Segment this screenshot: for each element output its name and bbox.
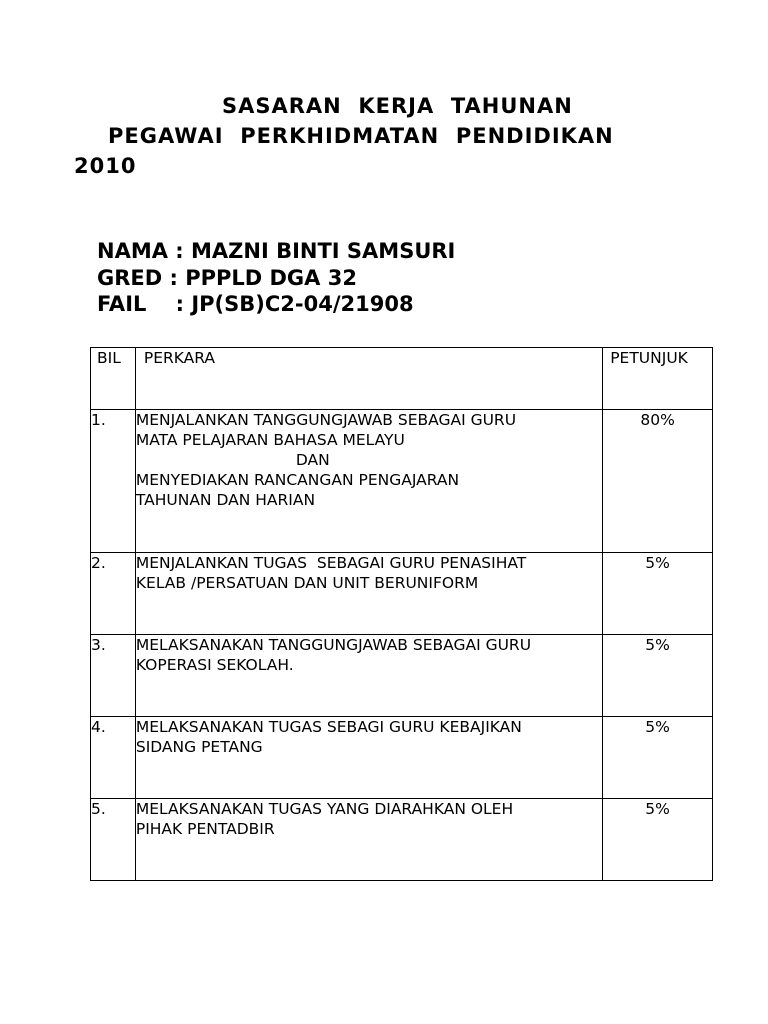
table-row [91,799,713,881]
row-petunjuk: 80% [603,410,713,553]
row-petunjuk: 5% [603,799,713,881]
row-perkara [135,410,602,553]
row-perkara [135,717,602,799]
perkara-line: MELAKSANAKAN TUGAS YANG DIARAHKAN OLEH [135,800,514,818]
info-nama: NAMA : MAZNI BINTI SAMSURI [97,239,456,263]
table-row [91,553,713,635]
perkara-line: MENJALANKAN TUGAS SEBAGAI GURU PENASIHAT [135,554,527,572]
row-bil: 4. [91,717,136,799]
header-petunjuk: PETUNJUK [603,348,713,410]
row-bil: 3. [91,635,136,717]
perkara-line: PIHAK PENTADBIR [135,820,275,838]
perkara-line: KOPERASI SEKOLAH. [135,656,294,674]
perkara-line: TAHUNAN DAN HARIAN [135,491,316,509]
row-perkara [135,799,602,881]
info-fail: FAIL : JP(SB)C2-04/21908 [97,292,414,316]
targets-table [90,347,713,881]
row-petunjuk: 5% [603,553,713,635]
header-perkara: PERKARA [135,348,602,410]
row-petunjuk: 5% [603,717,713,799]
perkara-line: MENJALANKAN TANGGUNGJAWAB SEBAGAI GURU [135,411,517,429]
document-title-line-1: SASARAN KERJA TAHUNAN [222,94,573,118]
row-perkara [135,553,602,635]
header-bil: BIL [91,348,136,410]
perkara-line: MATA PELAJARAN BAHASA MELAYU [135,431,405,449]
perkara-line: MELAKSANAKAN TUGAS SEBAGI GURU KEBAJIKAN [135,718,522,736]
document-title-year: 2010 [74,154,137,178]
info-gred: GRED : PPPLD DGA 32 [97,266,357,290]
perkara-line: MELAKSANAKAN TANGGUNGJAWAB SEBAGAI GURU [135,636,532,654]
document-title-line-2: PEGAWAI PERKHIDMATAN PENDIDIKAN [108,124,614,148]
row-bil: 2. [91,553,136,635]
row-bil: 1. [91,410,136,553]
table-row [91,717,713,799]
row-perkara [135,635,602,717]
row-petunjuk: 5% [603,635,713,717]
perkara-line: DAN [295,451,330,469]
table-header-row [91,348,713,410]
perkara-line: MENYEDIAKAN RANCANGAN PENGAJARAN [135,471,460,489]
perkara-line: KELAB /PERSATUAN DAN UNIT BERUNIFORM [135,574,479,592]
table-row [91,410,713,553]
row-bil: 5. [91,799,136,881]
perkara-line: SIDANG PETANG [135,738,263,756]
table-row [91,635,713,717]
